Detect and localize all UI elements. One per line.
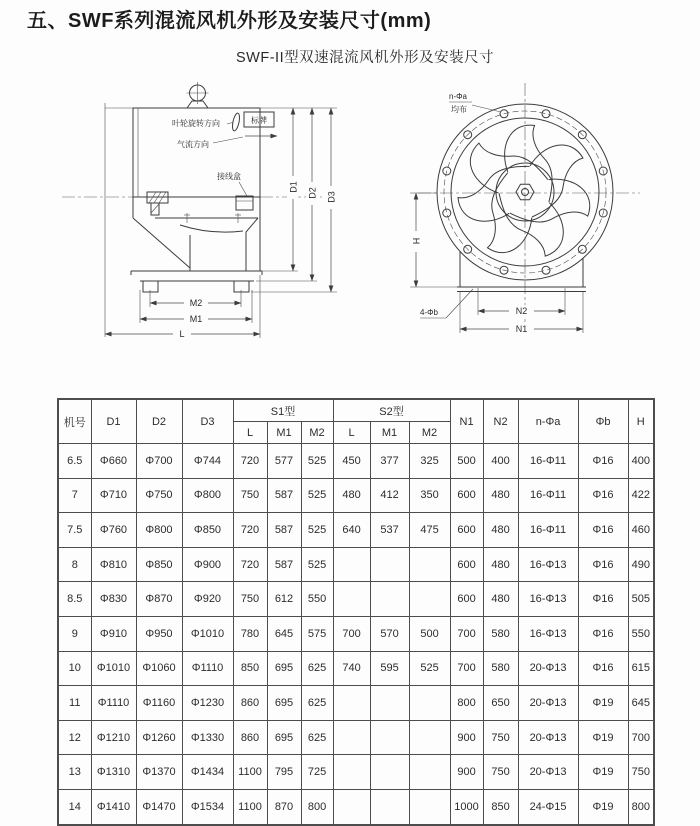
table-cell: Φ1230 [182,686,233,721]
table-cell: 615 [628,651,654,686]
table-cell: 16-Φ13 [518,547,578,582]
table-cell: Φ1534 [182,789,233,824]
table-cell [409,547,450,582]
table-cell: 1000 [450,789,483,824]
table-cell [370,720,409,755]
table-cell: 16-Φ11 [518,444,578,479]
table-cell: Φ830 [91,582,136,617]
table-cell: 800 [450,686,483,721]
table-cell: Φ1110 [91,686,136,721]
table-cell: 720 [233,513,267,548]
table-cell: 450 [333,444,370,479]
col-header-d1: D1 [91,399,136,444]
svg-text:H: H [411,237,422,245]
table-cell: 580 [483,616,518,651]
table-cell: Φ16 [578,616,628,651]
table-cell [409,720,450,755]
table-cell: Φ19 [578,755,628,790]
table-cell: 20-Φ13 [518,686,578,721]
table-cell: 20-Φ13 [518,651,578,686]
col-header-foot-hole: Φb [578,399,628,444]
col-header-s1-type: S1型 [233,399,333,422]
table-cell: 720 [233,444,267,479]
table-cell: 13 [58,755,91,790]
col-subheader-s1-l: L [233,422,267,444]
table-cell [370,686,409,721]
table-cell: Φ750 [136,478,182,513]
table-cell: 505 [628,582,654,617]
table-cell: 700 [333,616,370,651]
table-cell: 600 [450,478,483,513]
table-cell: Φ800 [182,478,233,513]
motor-bracket [147,192,168,215]
table-cell: 587 [267,478,301,513]
table-cell: Φ19 [578,686,628,721]
table-cell: 12 [58,720,91,755]
table-cell: 480 [483,547,518,582]
table-cell: 9 [58,616,91,651]
table-cell: 422 [628,478,654,513]
col-header-n1: N1 [450,399,483,444]
table-cell: 475 [409,513,450,548]
table-cell: 645 [267,616,301,651]
table-cell: 695 [267,651,301,686]
table-cell: 577 [267,444,301,479]
front-base [457,251,586,292]
airflow-label: 气流方向 [177,140,209,149]
table-cell [409,755,450,790]
table-cell: 640 [333,513,370,548]
table-cell: 325 [409,444,450,479]
svg-text:n-Φa: n-Φa [449,92,467,101]
table-cell: Φ1060 [136,651,182,686]
table-cell: 7.5 [58,513,91,548]
table-cell: 600 [450,547,483,582]
table-cell: 500 [450,444,483,479]
table-cell: Φ950 [136,616,182,651]
table-cell: 7 [58,478,91,513]
table-cell: Φ660 [91,444,136,479]
svg-text:N2: N2 [515,306,528,316]
table-cell: 720 [233,547,267,582]
table-cell: 850 [233,651,267,686]
table-cell: 400 [628,444,654,479]
table-cell: 8.5 [58,582,91,617]
table-cell: 20-Φ13 [518,720,578,755]
table-cell: 8 [58,547,91,582]
table-row [58,513,654,548]
table-cell: 6.5 [58,444,91,479]
table-cell: 600 [450,582,483,617]
table-row [58,582,654,617]
table-cell: 860 [233,686,267,721]
table-cell: 700 [628,720,654,755]
table-cell: 600 [450,513,483,548]
svg-text:D1: D1 [288,181,299,193]
diffuser-cone [133,197,260,271]
svg-text:4-Φb: 4-Φb [420,308,438,317]
mounting-base [131,271,262,292]
table-cell: Φ16 [578,651,628,686]
table-cell [333,755,370,790]
table-cell: 900 [450,720,483,755]
table-cell [370,582,409,617]
table-cell: 525 [301,513,333,548]
table-cell: Φ850 [182,513,233,548]
foot-bolt-callout [420,289,473,318]
table-cell: 780 [233,616,267,651]
table-cell: Φ1110 [182,651,233,686]
table-cell: Φ19 [578,789,628,824]
col-header-h: H [628,399,654,444]
dimension-table-body [58,444,654,825]
rotation-direction-label: 叶轮旋转方向 [172,119,220,128]
table-cell: Φ16 [578,444,628,479]
col-subheader-s2-l: L [333,422,370,444]
table-cell: 525 [301,547,333,582]
table-cell: 725 [301,755,333,790]
dim-h [410,193,457,287]
table-cell: Φ910 [91,616,136,651]
table-cell: 16-Φ13 [518,616,578,651]
table-cell: 870 [267,789,301,824]
table-cell: 580 [483,651,518,686]
table-cell: 525 [301,444,333,479]
table-cell [370,789,409,824]
svg-text:L: L [179,329,185,339]
table-row [58,616,654,651]
table-cell: 595 [370,651,409,686]
junction-box [236,196,253,210]
table-cell: Φ1160 [136,686,182,721]
table-cell: 587 [267,513,301,548]
table-cell [409,582,450,617]
bolt-pattern-callout [449,92,501,114]
table-cell: 695 [267,720,301,755]
dim-l [105,275,260,339]
table-cell: Φ850 [136,547,182,582]
drawing-caption: SWF-II型双速混流风机外形及安装尺寸 [236,50,495,66]
table-cell: Φ1410 [91,789,136,824]
fan-front-view [410,83,640,334]
table-cell: Φ900 [182,547,233,582]
dim-d2 [256,108,318,281]
table-cell: 750 [483,755,518,790]
table-cell [333,720,370,755]
table-cell [333,789,370,824]
table-cell [333,582,370,617]
table-cell: 500 [409,616,450,651]
table-cell: Φ870 [136,582,182,617]
table-cell: 480 [483,582,518,617]
table-cell: 20-Φ13 [518,755,578,790]
col-subheader-s2-m1: M1 [370,422,409,444]
dim-d3 [251,108,337,292]
table-cell: Φ1330 [182,720,233,755]
table-cell: 10 [58,651,91,686]
table-row [58,686,654,721]
table-cell: 16-Φ13 [518,582,578,617]
table-cell: 480 [333,478,370,513]
table-cell: 412 [370,478,409,513]
table-cell: Φ1470 [136,789,182,824]
svg-text:D2: D2 [307,187,318,199]
table-cell: Φ1210 [91,720,136,755]
table-cell: 645 [628,686,654,721]
table-cell: 1100 [233,755,267,790]
svg-text:M2: M2 [189,298,203,308]
table-cell: 525 [409,651,450,686]
table-cell: 525 [301,478,333,513]
table-cell: Φ1310 [91,755,136,790]
col-header-s2-type: S2型 [333,399,450,422]
table-cell: 860 [233,720,267,755]
col-subheader-s2-m2: M2 [409,422,450,444]
table-cell [333,686,370,721]
table-row [58,547,654,582]
table-cell [333,547,370,582]
table-cell: Φ16 [578,547,628,582]
table-cell: 537 [370,513,409,548]
dim-m2 [150,290,241,308]
table-cell: 750 [483,720,518,755]
table-cell: 800 [628,789,654,824]
col-header-d3: D3 [182,399,233,444]
table-cell: 800 [301,789,333,824]
table-cell: 550 [301,582,333,617]
table-cell: 700 [450,651,483,686]
table-row [58,755,654,790]
table-cell [409,686,450,721]
table-cell: 900 [450,755,483,790]
table-cell: 850 [483,789,518,824]
table-cell: 700 [450,616,483,651]
table-row [58,720,654,755]
table-cell: 587 [267,547,301,582]
table-cell [370,755,409,790]
table-cell: 16-Φ11 [518,513,578,548]
table-cell: Φ1260 [136,720,182,755]
col-header-n2: N2 [483,399,518,444]
table-cell: Φ16 [578,582,628,617]
table-cell [370,547,409,582]
blade-icon [231,113,241,132]
table-cell: Φ810 [91,547,136,582]
table-cell: 490 [628,547,654,582]
col-header-bolt-holes: n-Φa [518,399,578,444]
table-cell: 695 [267,686,301,721]
table-cell: 750 [628,755,654,790]
svg-text:均布: 均布 [451,105,467,114]
table-cell: 11 [58,686,91,721]
table-row [58,789,654,824]
table-cell: 750 [233,478,267,513]
table-cell: Φ16 [578,513,628,548]
table-cell: Φ710 [91,478,136,513]
table-cell: 350 [409,478,450,513]
table-cell: 740 [333,651,370,686]
technical-drawing [0,75,700,367]
table-cell: Φ1010 [182,616,233,651]
table-cell: Φ700 [136,444,182,479]
table-cell: 480 [483,478,518,513]
table-cell: 625 [301,686,333,721]
table-cell: 24-Φ15 [518,789,578,824]
col-subheader-s1-m1: M1 [267,422,301,444]
table-cell: 1100 [233,789,267,824]
table-cell: 575 [301,616,333,651]
table-cell: 625 [301,720,333,755]
table-cell: Φ1370 [136,755,182,790]
table-cell: 795 [267,755,301,790]
col-header-d2: D2 [136,399,182,444]
table-cell: Φ1434 [182,755,233,790]
table-cell: Φ800 [136,513,182,548]
table-row [58,444,654,479]
table-cell: Φ920 [182,582,233,617]
dimension-table [57,398,655,826]
table-cell: 612 [267,582,301,617]
table-cell: 400 [483,444,518,479]
col-header-machine-no: 机号 [58,399,91,444]
table-cell: Φ19 [578,720,628,755]
table-row [58,478,654,513]
table-cell: 16-Φ11 [518,478,578,513]
table-cell: 570 [370,616,409,651]
svg-text:N1: N1 [515,324,528,334]
table-cell: 625 [301,651,333,686]
svg-text:D3: D3 [326,191,337,203]
table-cell: 377 [370,444,409,479]
table-cell: 650 [483,686,518,721]
page-title: 五、SWF系列混流风机外形及安装尺寸(mm) [27,10,432,32]
svg-text:M1: M1 [189,314,203,324]
nameplate-label: 标牌 [251,116,267,125]
table-cell [409,789,450,824]
table-row [58,651,654,686]
table-cell: 480 [483,513,518,548]
table-cell: Φ760 [91,513,136,548]
table-cell: Φ744 [182,444,233,479]
table-cell: Φ1010 [91,651,136,686]
junction-box-label: 接线盒 [217,172,241,181]
table-cell: 750 [233,582,267,617]
col-subheader-s1-m2: M2 [301,422,333,444]
table-cell: Φ16 [578,478,628,513]
dim-d1 [262,108,299,271]
table-cell: 550 [628,616,654,651]
fan-side-view [62,82,337,339]
table-cell: 460 [628,513,654,548]
dim-n2 [478,288,565,316]
table-cell: 14 [58,789,91,824]
